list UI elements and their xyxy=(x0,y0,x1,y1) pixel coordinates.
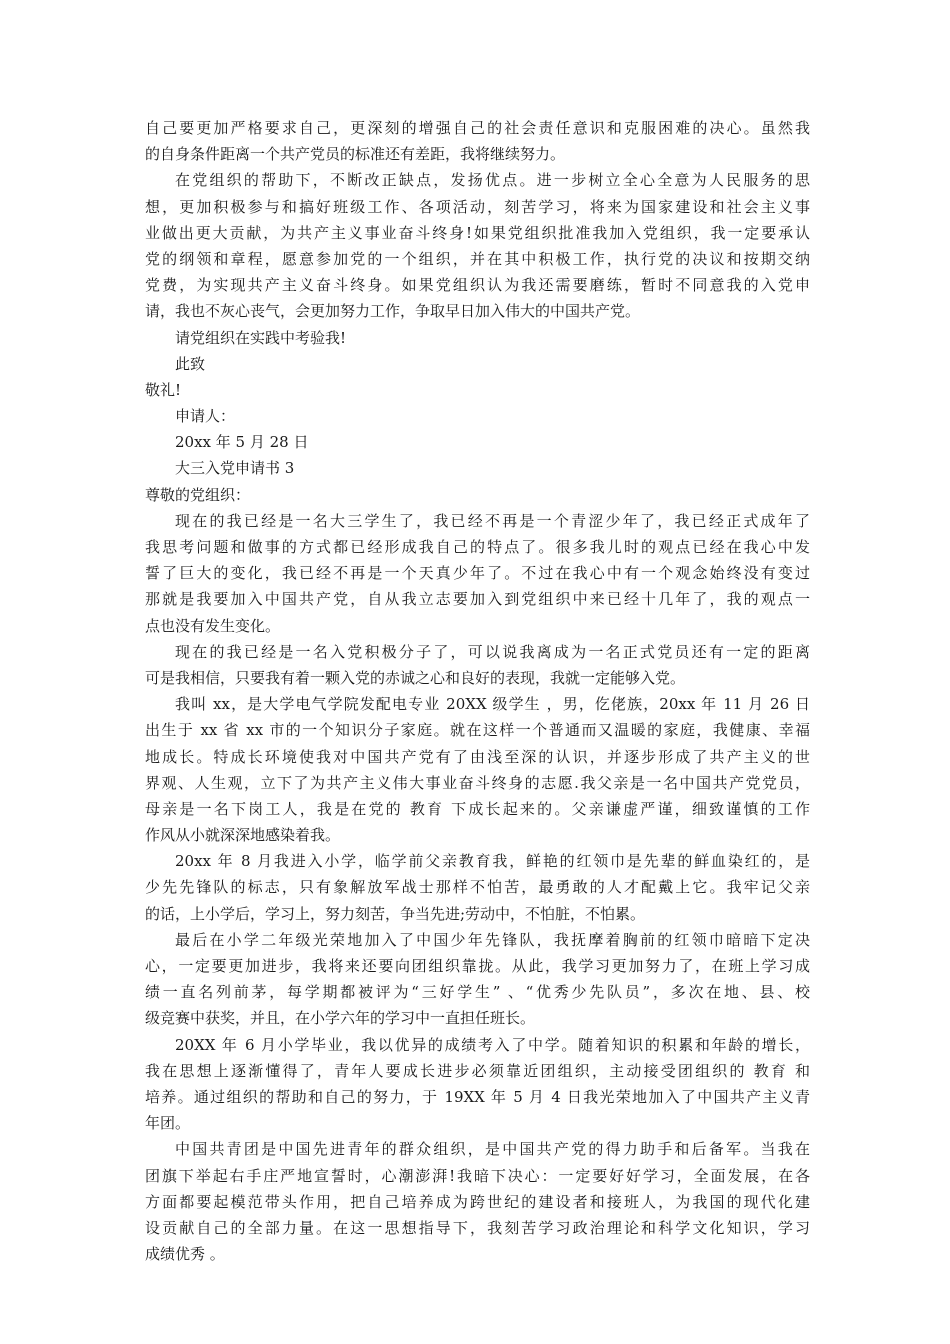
text-line: 培养。通过组织的帮助和自己的努力，于 19XX 年 5 月 4 日我光荣地加入了中国共产主义青 xyxy=(145,1087,810,1106)
text-line: 想，更加积极参与和搞好班级工作、各项活动，刻苦学习，将来为国家建设和社会主义事 xyxy=(145,197,810,216)
text-line: 党的纲领和章程，愿意参加党的一个组织，并在其中积极工作，执行党的决议和按期交纳 xyxy=(145,249,810,268)
text-line: 心，一定要更加进步，我将来还要向团组织靠拢。从此，我学习更加努力了，在班上学习成 xyxy=(145,957,810,975)
text-line: 点也没有发生变化。 xyxy=(145,616,281,635)
text-line: 业做出更大贡献，为共产主义事业奋斗终身!如果党组织批准我加入党组织，我一定要承认 xyxy=(145,223,810,242)
text-line: 我在思想上逐渐懂得了，青年人要成长进步必须靠近团组织，主动接受团组织的 教育 和 xyxy=(145,1061,810,1080)
text-line: 在党组织的帮助下，不断改正缺点，发扬优点。进一步树立全心全意为人民服务的思 xyxy=(175,171,810,190)
text-line: 最后在小学二年级光荣地加入了中国少年先锋队，我抚摩着胸前的红领巾暗暗下定决 xyxy=(175,930,810,949)
text-line: 那就是我要加入中国共产党，自从我立志要加入到党组织中来已经十几年了，我的观点一 xyxy=(145,590,810,609)
text-line: 现在的我已经是一名大三学生了，我已经不再是一个青涩少年了，我已经正式成年了 xyxy=(175,511,810,530)
text-line: 党费，为实现共产主义奋斗终身。如果党组织认为我还需要磨练，暂时不同意我的入党申 xyxy=(145,276,810,295)
text-line: 申请人： xyxy=(175,407,236,426)
text-line: 自己要更加严格要求自己，更深刻的增强自己的社会责任意识和克服困难的决心。虽然我 xyxy=(145,119,810,137)
text-line: 绩一直名列前茅，每学期都被评为“三好学生” 、“优秀少先队员”，多次在地、县、校 xyxy=(145,983,810,1002)
text-line: 母亲是一名下岗工人，我是在党的 教育 下成长起来的。父亲谦虚严谨，细致谨慎的工作 xyxy=(145,799,810,818)
text-line: 20xx 年 5 月 28 日 xyxy=(175,433,309,452)
text-line: 请，我也不灰心丧气，会更加努力工作，争取早日加入伟大的中国共产党。 xyxy=(145,302,641,321)
text-line: 年团。 xyxy=(145,1114,191,1133)
text-line: 敬礼! xyxy=(145,380,182,399)
text-line: 团旗下举起右手庄严地宣誓时，心潮澎湃!我暗下决心：一定要好好学习，全面发展，在各 xyxy=(145,1166,810,1185)
text-line: 尊敬的党组织： xyxy=(145,485,251,504)
text-line: 的话，上小学后，学习上，努力刻苦，争当先进;劳动中，不怕脏，不怕累。 xyxy=(145,904,646,923)
text-line: 设贡献自己的全部力量。在这一思想指导下，我刻苦学习政治理论和科学文化知识，学习 xyxy=(145,1218,810,1237)
text-line: 我思考问题和做事的方式都已经形成我自己的特点了。很多我儿时的观点已经在我心中发 xyxy=(145,538,810,556)
text-line: 成绩优秀 。 xyxy=(145,1245,225,1264)
text-line: 作风从小就深深地感染着我。 xyxy=(145,826,341,845)
document-body xyxy=(145,115,810,1267)
text-line: 现在的我已经是一名入党积极分子了，可以说我离成为一名正式党员还有一定的距离 xyxy=(175,642,810,661)
text-line: 20XX 年 6 月小学毕业，我以优异的成绩考入了中学。随着知识的积累和年龄的增长， xyxy=(175,1035,810,1054)
text-line: 大三入党申请书 3 xyxy=(175,459,295,478)
text-line: 的自身条件距离一个共产党员的标准还有差距，我将继续努力。 xyxy=(145,145,566,164)
text-line: 界观、人生观，立下了为共产主义伟大事业奋斗终身的志愿.我父亲是一名中国共产党党员， xyxy=(145,773,810,792)
text-line: 地成长。特成长环境使我对中国共产党有了由浅至深的认识，并逐步形成了共产主义的世 xyxy=(145,747,810,766)
text-line: 誓了巨大的变化，我已经不再是一个天真少年了。不过在我心中有一个观念始终没有变过 xyxy=(145,564,810,583)
text-line: 级竞赛中获奖，并且，在小学六年的学习中一直担任班长。 xyxy=(145,1009,536,1028)
text-line: 少先先锋队的标志，只有象解放军战士那样不怕苦，最勇敢的人才配戴上它。我牢记父亲 xyxy=(145,878,810,897)
text-line: 请党组织在实践中考验我! xyxy=(175,328,347,347)
text-line: 20xx 年 8 月我进入小学，临学前父亲教育我，鲜艳的红领巾是先辈的鲜血染红的，是 xyxy=(175,852,810,871)
text-line: 中国共青团是中国先进青年的群众组织，是中国共产党的得力助手和后备军。当我在 xyxy=(175,1140,810,1159)
text-line: 我叫 xx，是大学电气学院发配电专业 20XX 级学生 ，男，仡佬族，20xx 年 11 月 26 日 xyxy=(175,695,810,714)
text-line: 可是我相信，只要我有着一颗入党的赤诚之心和良好的表现，我就一定能够入党。 xyxy=(145,668,686,687)
text-line: 出生于 xx 省 xx 市的一个知识分子家庭。就在这样一个普通而又温暖的家庭，我健康、幸福 xyxy=(145,721,810,740)
text-line: 方面都要起模范带头作用，把自己培养成为跨世纪的建设者和接班人，为我国的现代化建 xyxy=(145,1192,810,1211)
text-line: 此致 xyxy=(175,354,206,373)
